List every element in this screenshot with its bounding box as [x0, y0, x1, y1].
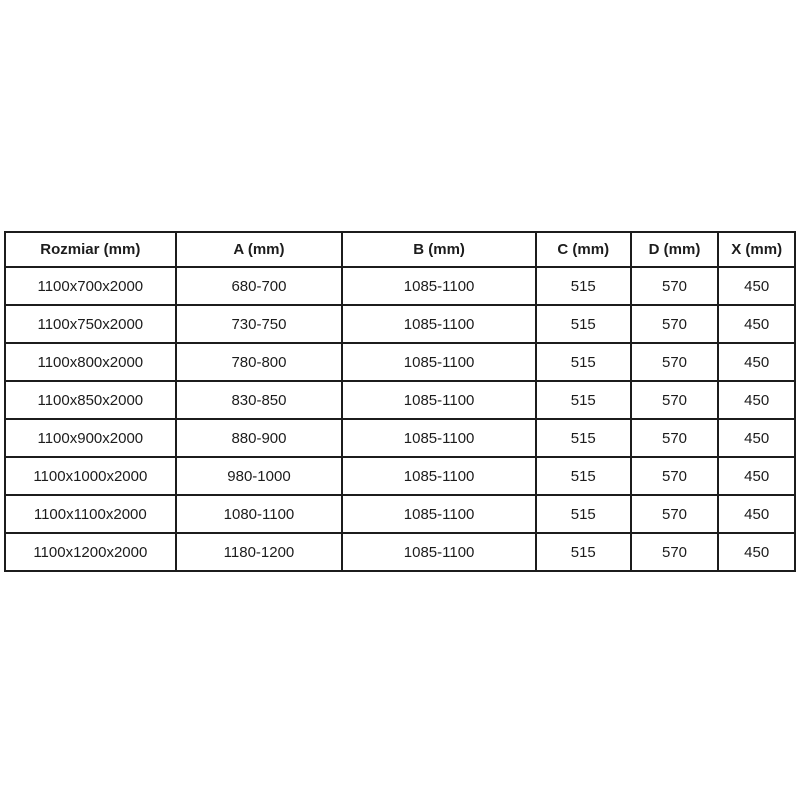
column-header-b: B (mm) — [342, 232, 536, 267]
table-cell: 450 — [718, 495, 795, 533]
table-row — [5, 305, 795, 343]
table-cell: 570 — [631, 533, 719, 571]
table-cell: 730-750 — [176, 305, 343, 343]
table-cell: 515 — [536, 343, 631, 381]
table-row — [5, 457, 795, 495]
table-cell: 1085-1100 — [342, 419, 536, 457]
table-header — [5, 232, 795, 267]
table-cell: 515 — [536, 495, 631, 533]
table-cell: 515 — [536, 419, 631, 457]
table-cell: 570 — [631, 305, 719, 343]
table-cell: 450 — [718, 381, 795, 419]
table-cell: 1100x1000x2000 — [5, 457, 176, 495]
table-cell: 980-1000 — [176, 457, 343, 495]
table-cell: 1080-1100 — [176, 495, 343, 533]
table-cell: 830-850 — [176, 381, 343, 419]
table-cell: 450 — [718, 267, 795, 305]
table-cell: 1085-1100 — [342, 457, 536, 495]
table-row — [5, 343, 795, 381]
table-cell: 780-800 — [176, 343, 343, 381]
table-cell: 515 — [536, 457, 631, 495]
table-row — [5, 495, 795, 533]
table-cell: 1180-1200 — [176, 533, 343, 571]
table-cell: 1085-1100 — [342, 381, 536, 419]
table-cell: 1085-1100 — [342, 343, 536, 381]
table-row — [5, 267, 795, 305]
dimensions-table-container — [4, 231, 796, 572]
table-cell: 1085-1100 — [342, 495, 536, 533]
table-row — [5, 533, 795, 571]
column-header-c: C (mm) — [536, 232, 631, 267]
table-cell: 570 — [631, 495, 719, 533]
table-cell: 1100x700x2000 — [5, 267, 176, 305]
table-cell: 450 — [718, 419, 795, 457]
table-cell: 680-700 — [176, 267, 343, 305]
table-cell: 450 — [718, 343, 795, 381]
dimensions-table — [4, 231, 796, 572]
table-cell: 570 — [631, 343, 719, 381]
header-row — [5, 232, 795, 267]
table-body — [5, 267, 795, 571]
table-cell: 515 — [536, 267, 631, 305]
table-cell: 450 — [718, 457, 795, 495]
table-cell: 1100x1200x2000 — [5, 533, 176, 571]
table-cell: 1100x800x2000 — [5, 343, 176, 381]
table-cell: 515 — [536, 381, 631, 419]
table-cell: 570 — [631, 457, 719, 495]
table-cell: 1100x900x2000 — [5, 419, 176, 457]
table-cell: 1100x1100x2000 — [5, 495, 176, 533]
table-cell: 450 — [718, 533, 795, 571]
column-header-a: A (mm) — [176, 232, 343, 267]
table-cell: 1100x850x2000 — [5, 381, 176, 419]
table-cell: 1085-1100 — [342, 533, 536, 571]
table-row — [5, 419, 795, 457]
table-cell: 515 — [536, 305, 631, 343]
column-header-d: D (mm) — [631, 232, 719, 267]
table-cell: 570 — [631, 267, 719, 305]
table-cell: 515 — [536, 533, 631, 571]
column-header-rozmiar: Rozmiar (mm) — [5, 232, 176, 267]
table-row — [5, 381, 795, 419]
table-cell: 1100x750x2000 — [5, 305, 176, 343]
table-cell: 570 — [631, 381, 719, 419]
column-header-x: X (mm) — [718, 232, 795, 267]
table-cell: 880-900 — [176, 419, 343, 457]
table-cell: 450 — [718, 305, 795, 343]
table-cell: 1085-1100 — [342, 267, 536, 305]
table-cell: 570 — [631, 419, 719, 457]
table-cell: 1085-1100 — [342, 305, 536, 343]
